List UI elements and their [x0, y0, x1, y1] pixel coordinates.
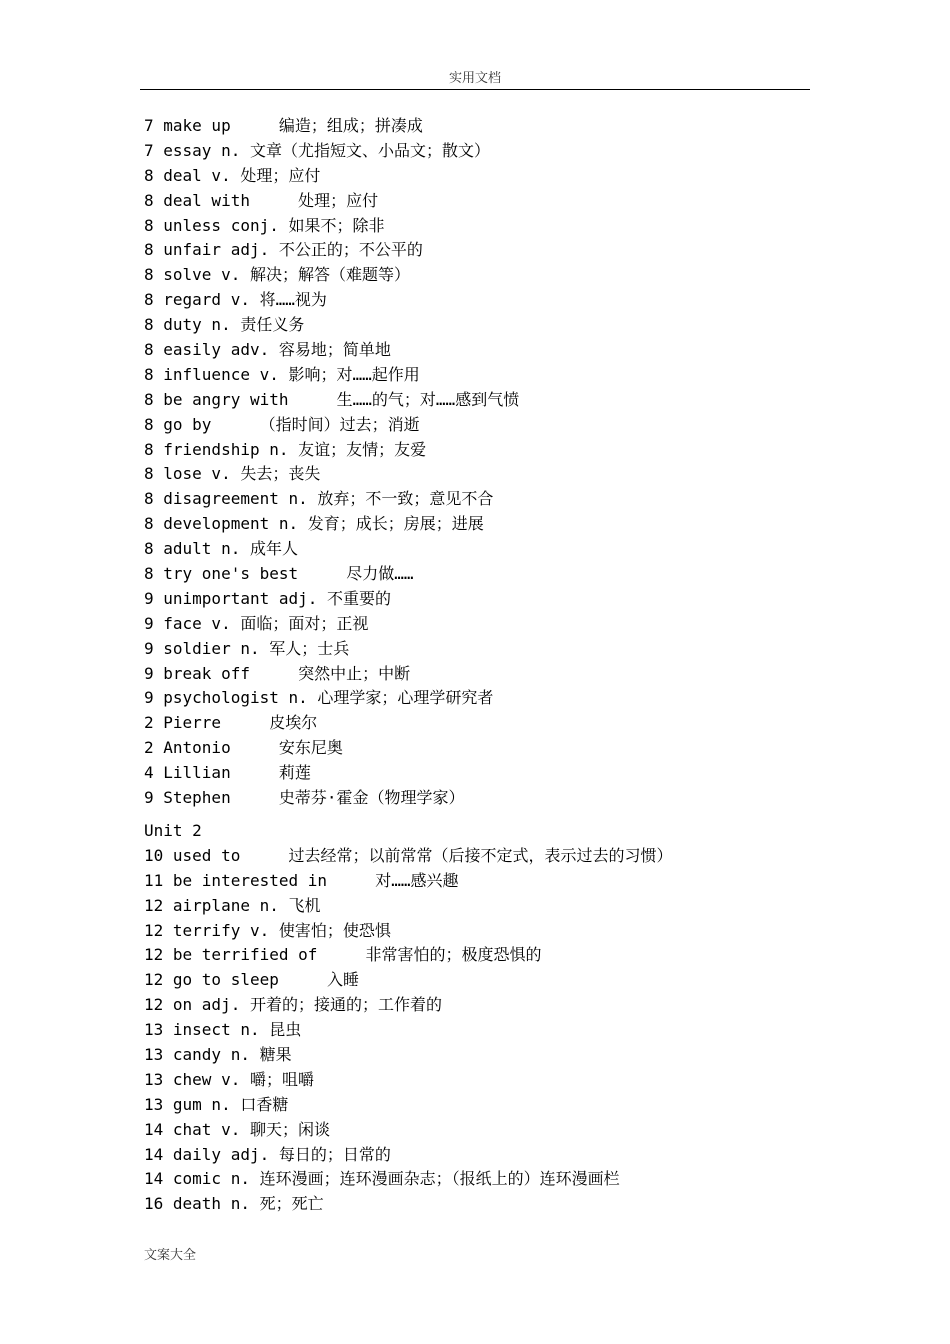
vocab-entry: 8 friendship n. 友谊；友情；友爱	[144, 439, 427, 459]
vocab-entry: 8 unfair adj. 不公正的；不公平的	[144, 240, 423, 260]
vocab-entry: 8 be angry with 生……的气；对……感到气愤	[144, 389, 520, 409]
vocab-entry: 14 daily adj. 每日的；日常的	[144, 1144, 391, 1164]
vocab-entry: 8 deal with 处理；应付	[144, 190, 379, 210]
vocab-entry: 12 airplane n. 飞机	[144, 895, 321, 915]
vocab-entry: 11 be interested in 对……感兴趣	[144, 870, 459, 890]
unit-1-section	[144, 114, 824, 811]
vocab-entry: 13 candy n. 糖果	[144, 1044, 292, 1064]
vocab-entry: 8 go by （指时间）过去；消逝	[144, 414, 420, 434]
vocab-entry: 8 influence v. 影响；对……起作用	[144, 364, 420, 384]
vocab-entry: 9 psychologist n. 心理学家；心理学研究者	[144, 688, 494, 708]
unit-heading: Unit 2	[144, 820, 202, 840]
vocab-entry: 8 regard v. 将……视为	[144, 290, 327, 310]
vocab-entry: 2 Pierre 皮埃尔	[144, 713, 318, 733]
vocab-entry: 12 on adj. 开着的；接通的；工作着的	[144, 995, 442, 1015]
vocab-entry: 12 go to sleep 入睡	[144, 970, 360, 990]
vocab-entry: 8 unless conj. 如果不；除非	[144, 215, 385, 235]
vocab-entry: 10 used to 过去经常；以前常常（后接不定式，表示过去的习惯）	[144, 845, 673, 865]
vocab-entry: 8 development n. 发育；成长；房展；进展	[144, 514, 484, 534]
vocab-entry: 9 face v. 面临；面对；正视	[144, 613, 369, 633]
page-header: 实用文档	[140, 70, 810, 90]
vocab-entry: 12 terrify v. 使害怕；使恐惧	[144, 920, 391, 940]
vocab-entry: 13 insect n. 昆虫	[144, 1020, 302, 1040]
vocab-entry: 2 Antonio 安东尼奥	[144, 738, 343, 758]
vocab-entry: 8 deal v. 处理；应付	[144, 165, 321, 185]
vocab-entry: 8 adult n. 成年人	[144, 539, 298, 559]
vocab-entry: 8 easily adv. 容易地；简单地	[144, 340, 391, 360]
vocab-entry: 9 break off 突然中止；中断	[144, 663, 411, 683]
vocab-entry: 16 death n. 死；死亡	[144, 1194, 324, 1214]
vocab-entry: 14 comic n. 连环漫画；连环漫画杂志；（报纸上的）连环漫画栏	[144, 1169, 620, 1189]
vocab-entry: 12 be terrified of 非常害怕的；极度恐惧的	[144, 945, 542, 965]
vocab-entry: 9 soldier n. 军人；士兵	[144, 638, 350, 658]
vocab-entry: 7 essay n. 文章（尤指短文、小品文；散文）	[144, 140, 490, 160]
vocab-entry: 8 duty n. 责任义务	[144, 315, 305, 335]
page-footer: 文案大全	[144, 1248, 197, 1263]
unit-2-section	[144, 844, 824, 1217]
vocab-entry: 9 Stephen 史蒂芬·霍金（物理学家）	[144, 788, 465, 808]
vocab-entry: 4 Lillian 莉莲	[144, 763, 311, 783]
vocab-entry: 9 unimportant adj. 不重要的	[144, 588, 392, 608]
vocab-entry: 8 disagreement n. 放弃；不一致；意见不合	[144, 489, 494, 509]
vocab-entry: 8 lose v. 失去；丧失	[144, 464, 321, 484]
vocabulary-list	[144, 114, 824, 1217]
vocab-entry: 13 gum n. 口香糖	[144, 1094, 289, 1114]
vocab-entry: 7 make up 编造；组成；拼凑成	[144, 116, 423, 135]
vocab-entry: 8 try one's best 尽力做……	[144, 564, 414, 584]
vocab-entry: 14 chat v. 聊天；闲谈	[144, 1119, 330, 1139]
vocab-entry: 13 chew v. 嚼；咀嚼	[144, 1069, 314, 1089]
vocab-entry: 8 solve v. 解决；解答（难题等）	[144, 265, 410, 285]
